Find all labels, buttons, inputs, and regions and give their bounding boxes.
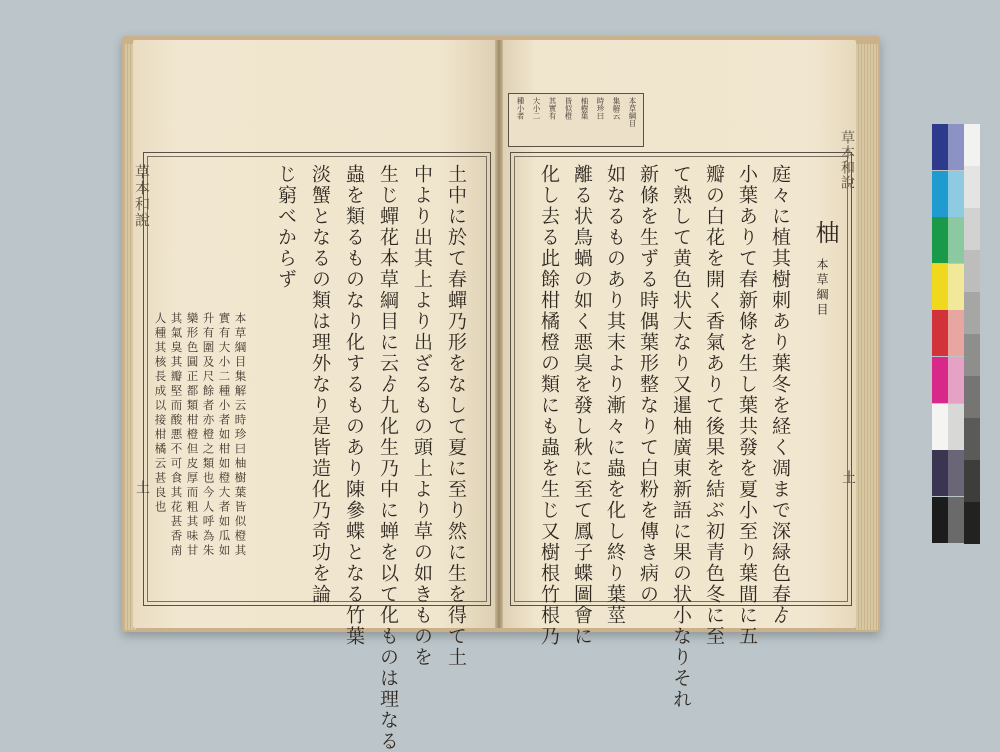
right-main-column-3: 瓣の白花を開く香氣ありて後果を結ぶ初青色冬に至 — [703, 164, 725, 647]
left-main-column-3: 生じ蟬花本草綱目に云ゟ九化生乃中に蝉を以て化ものは理なる — [377, 164, 399, 752]
color-chip — [932, 404, 948, 450]
left-note-column-1: 本草綱目集解云時珍曰柚樹葉皆似橙其 — [233, 312, 248, 559]
left-note-column-6: 人種其核長成以接柑橘云甚良也 — [153, 312, 168, 515]
gray-step — [964, 502, 980, 544]
entry-source-note: 本草綱目 — [815, 258, 829, 318]
tint-chip — [948, 404, 964, 450]
gray-step — [964, 208, 980, 250]
left-note-column-3: 升有圍及尺餘者亦橙之類也今人呼為朱 — [201, 312, 216, 559]
reference-column-8: 種小者 — [516, 97, 525, 120]
reference-column-1: 本草綱目 — [628, 97, 637, 127]
color-chip — [932, 171, 948, 217]
tint-chip — [948, 497, 964, 543]
gray-step — [964, 334, 980, 376]
left-margin-title: 草本和說 — [133, 164, 151, 228]
reference-column-7: 大小二 — [532, 97, 541, 120]
color-chip — [932, 124, 948, 170]
book-gutter — [495, 40, 503, 628]
right-main-column-6: 如なるものあり其末より漸々に蟲を化し終り葉莖 — [604, 164, 626, 626]
gray-step — [964, 460, 980, 502]
color-chip — [932, 357, 948, 403]
gray-step — [964, 376, 980, 418]
color-chip — [932, 497, 948, 543]
tint-chip — [948, 357, 964, 403]
right-main-column-7: 離る状鳥蝸の如く悪臭を發し秋に至て鳳子蝶圖會に — [571, 164, 593, 647]
right-margin-title: 草本和說 — [839, 130, 855, 190]
reference-column-2: 集解云 — [612, 97, 621, 120]
color-chip — [932, 264, 948, 310]
tint-chip — [948, 217, 964, 263]
right-page-edges — [856, 44, 878, 630]
right-main-column-8: 化し去る此餘柑橘橙の類にも蟲を生じ又樹根竹根乃 — [538, 164, 560, 647]
entry-heading: 柚 — [811, 220, 839, 244]
tint-chip — [948, 450, 964, 496]
left-main-column-5: 淡蟹となるの類は理外なり是皆造化乃奇功を論 — [309, 164, 331, 605]
left-main-column-1: 土中に於て春蟬乃形をなして夏に至り然に生を得て土 — [445, 164, 467, 668]
gray-step — [964, 292, 980, 334]
tint-chip — [948, 171, 964, 217]
color-chip — [932, 217, 948, 263]
left-note-column-4: 欒形色圓正都類柑橙但皮厚而粗其味甘 — [185, 312, 200, 559]
color-calibration-target — [932, 124, 980, 544]
reference-box — [508, 93, 644, 147]
left-note-column-5: 其氣臭其瓣堅而酸悪不可食其花甚香南 — [169, 312, 184, 559]
tint-chip — [948, 264, 964, 310]
gray-step — [964, 124, 980, 166]
reference-column-6: 其實有 — [548, 97, 557, 120]
right-main-column-2: 小葉ありて春新條を生し葉共發を夏小至り葉間に五 — [736, 164, 758, 647]
left-main-column-2: 中より出其上より出ざるもの頭上より草の如きものを — [411, 164, 433, 668]
gray-step — [964, 166, 980, 208]
left-main-column-4: 蟲を類るものなり化するものあり陳參蝶となる竹葉 — [343, 164, 365, 647]
color-chip — [932, 450, 948, 496]
gray-step — [964, 418, 980, 460]
left-folio-number: 土 — [134, 480, 150, 494]
left-note-column-2: 實有大小二種小者如柑如橙大者如瓜如 — [217, 312, 232, 559]
gray-step — [964, 250, 980, 292]
reference-column-5: 皆似橙 — [564, 97, 573, 120]
left-main-column-6: じ窮べからず — [275, 164, 297, 290]
reference-column-4: 柚樹葉 — [580, 97, 589, 120]
color-chip — [932, 310, 948, 356]
right-main-column-1: 庭々に植其樹刺あり葉冬を経く凋まで深緑色春ゟ — [769, 164, 791, 626]
tint-chip — [948, 310, 964, 356]
reference-column-3: 時珍曰 — [596, 97, 605, 120]
right-folio-number: 土 — [840, 470, 856, 484]
right-main-column-5: 新條を生ずる時偶葉形整なりて白粉を傳き病の — [637, 164, 659, 605]
right-main-column-4: て熟して黄色状大なり又暹柚廣東新語に果の状小なりそれ — [670, 164, 692, 710]
tint-chip — [948, 124, 964, 170]
